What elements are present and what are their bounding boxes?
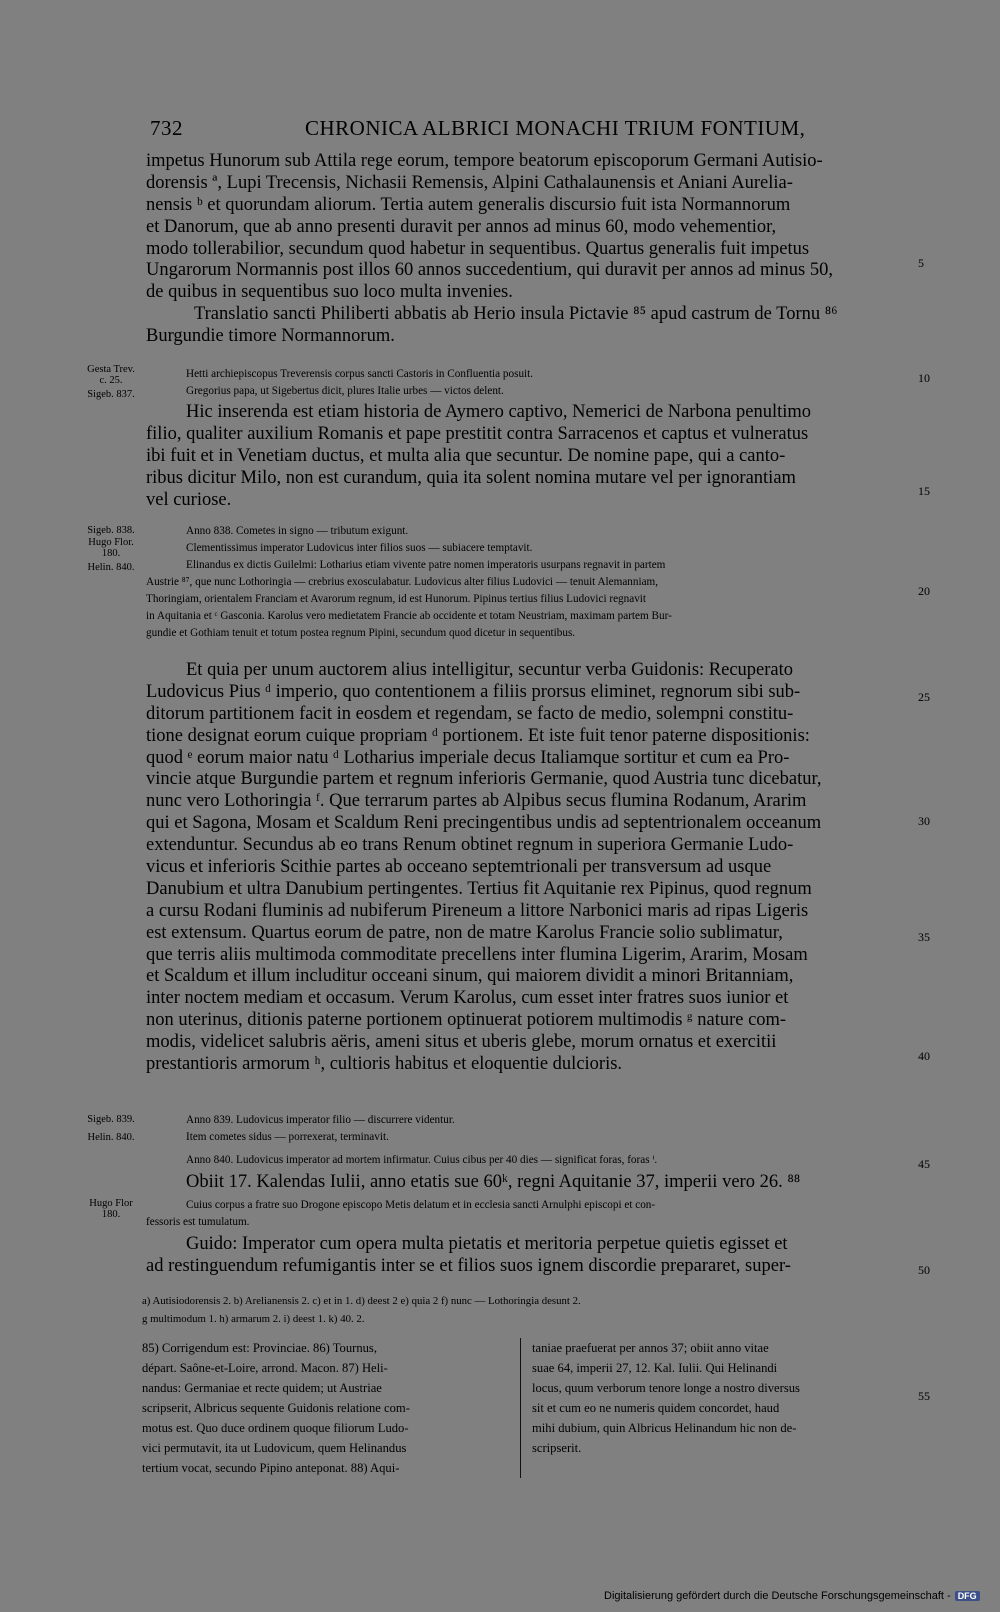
apparatus-line: g multimodum 1. h) armarum 2. i) deest 1. k) 40. 2. <box>142 1313 365 1325</box>
text-line: prestantioris armorum ʰ, cultioris habitus et eloquentie dulcioris. <box>146 1054 623 1075</box>
note-line: 85) Corrigendum est: Provinciae. 86) Tournus, <box>142 1341 377 1355</box>
dfg-logo: DFG <box>955 1591 980 1601</box>
main-text-block-4 <box>146 1234 914 1278</box>
line-number: 25 <box>918 690 930 704</box>
note-line: motus est. Quo duce ordinem quoque filiorum Ludo- <box>142 1421 409 1435</box>
note-line: tertium vocat, secundo Pipino anteponat. 88) Aqui- <box>142 1461 400 1475</box>
note-line: sit et cum eo ne numeris quidem concordet, haud <box>532 1401 780 1415</box>
obiit-line-block <box>146 1172 914 1194</box>
margin-reference: Gesta Trev. c. 25. <box>87 364 135 386</box>
line-number: 10 <box>918 371 930 385</box>
text-line: vel curiose. <box>146 489 232 510</box>
excerpt-block-4 <box>146 1197 914 1231</box>
note-line: scripserit. <box>532 1441 582 1455</box>
text-line: nensis ᵇ et quorundam aliorum. Tertia autem generalis discursio fuit ista Normannorum <box>146 194 791 215</box>
excerpt-block-3 <box>146 1112 914 1169</box>
line-number: 15 <box>918 484 930 498</box>
text-line: et Scaldum et illum includitur occeani sinum, qui maiorem dividit a minori Britanniam, <box>146 966 794 987</box>
text-line: qui et Sagona, Mosam et Scaldum Reni precingentibus undis ad septentrionalem occeanum <box>146 813 822 834</box>
notes-column-left <box>142 1338 410 1478</box>
line-number: 50 <box>918 1263 930 1277</box>
excerpt-line: Anno 840. Ludovicus imperator ad mortem infirmatur. Cuius cibus per 40 dies — significat foras, foras ⁱ. <box>186 1154 658 1166</box>
text-line: vicus et inferioris Scithie partes ab occeano septemtrionali per transversum ad usque <box>146 857 772 878</box>
text-line: ad restinguendum refumigantis inter se et filios suos ignem discordie prepararet, super- <box>146 1255 791 1276</box>
notes-column-right <box>532 1338 800 1458</box>
text-line: nunc vero Lothoringia ᶠ. Que terrarum partes ab Alpibus secus flumina Rodanum, Ararim <box>146 791 807 812</box>
text-line: extenduntur. Secundus ab eo trans Renum obtinet regnum in superiora Germanie Ludo- <box>146 835 794 856</box>
apparatus-line: a) Autisiodorensis 2. b) Arelianensis 2. c) et in 1. d) deest 2 e) quia 2 f) nunc — Lothoringia desunt 2. <box>142 1295 581 1307</box>
main-text-block-3 <box>146 660 914 1076</box>
margin-reference: Sigeb. 839. <box>87 1114 135 1125</box>
main-text-block-1 <box>146 151 914 348</box>
text-line: de quibus in sequentibus suo loco multa invenies. <box>146 282 513 303</box>
excerpt-block-2 <box>146 523 914 642</box>
text-line: ibi fuit et in Venetiam ductus, et multa alia que secuntur. De nomine pape, qui a canto- <box>146 445 786 466</box>
line-number: 30 <box>918 814 930 828</box>
text-line: que terris aliis multimoda commoditate precellens inter flumina Ligerim, Ararim, Mosam <box>146 944 808 965</box>
margin-reference: Sigeb. 838. <box>87 525 135 536</box>
margin-reference: Hugo Flor. 180. <box>88 537 134 559</box>
text-line: modis, videlicet salubris aëris, ameni situs et uberis glebe, morum ornatus et exercitii <box>146 1032 777 1053</box>
text-line: Obiit 17. Kalendas Iulii, anno etatis sue 60ᵏ, regni Aquitanie 37, imperii vero 26. ⁸⁸ <box>186 1172 801 1192</box>
column-divider <box>520 1338 521 1478</box>
note-line: mihi dubium, quin Albricus Helinandum hic non de- <box>532 1421 797 1435</box>
digitization-credit <box>604 1590 980 1602</box>
note-line: suae 64, imperii 27, 12. Kal. Iulii. Qui Helinandi <box>532 1361 778 1375</box>
excerpt-line: in Aquitania et ᶜ Gasconia. Karolus vero medietatem Francie ab occidente et totam Neustriam, maximam partem Bur- <box>146 610 672 622</box>
text-line: ribus dicitur Milo, non est curandum, quia ita solent nomina mutare vel per ignorantiam <box>146 467 796 488</box>
excerpt-line: Thoringiam, orientalem Franciam et Avarorum regnum, id est Hunorum. Pipinus tertius filius Ludovici regnavit <box>146 593 647 605</box>
text-line: Hic inserenda est etiam historia de Aymero captivo, Nemerici de Narbona penultimo <box>186 402 812 422</box>
margin-reference: Sigeb. 837. <box>87 389 135 400</box>
note-line: vici permutavit, ita ut Ludovicum, quem Helinandus <box>142 1441 407 1455</box>
text-line: dorensis ª, Lupi Trecensis, Nichasii Remensis, Alpini Cathalaunensis et Aniani Aurelia- <box>146 172 793 193</box>
text-line: Ungarorum Normannis post illos 60 annos succedentium, qui duravit per annos ad minus 50, <box>146 260 833 281</box>
running-title: CHRONICA ALBRICI MONACHI TRIUM FONTIUM, <box>305 116 806 140</box>
note-line: scripserit, Albricus sequente Guidonis relatione com- <box>142 1401 410 1415</box>
text-line: est extensum. Quartus eorum de patre, non de matre Karolus Francie solio sublimatur, <box>146 922 783 943</box>
text-line: quod ᵉ eorum maior natu ᵈ Lotharius imperiale decus Italiamque sortitur et cum ea Pro- <box>146 747 790 768</box>
text-line: Danubium et ultra Danubium pertingentes. Tertius fit Aquitanie rex Pipinus, quod regnum <box>146 878 812 899</box>
text-line: Guido: Imperator cum opera multa pietatis et meritoria perpetue quietis egisset et <box>186 1234 788 1254</box>
excerpt-line: Austrie ⁸⁷, que nunc Lothoringia — crebrius exosculabatur. Ludovicus alter filius Ludovici — tenuit Alemanniam, <box>146 576 659 588</box>
excerpt-line: fessoris est tumulatum. <box>146 1216 250 1228</box>
margin-reference: Hugo Flor 180. <box>89 1198 133 1220</box>
line-number: 45 <box>918 1157 930 1171</box>
credit-text: Digitalisierung gefördert durch die Deutsche Forschungsgemeinschaft - <box>604 1590 951 1602</box>
page-number: 732 <box>150 116 183 140</box>
excerpt-line: gundie et Gothiam tenuit et totum postea regnum Pipini, secundum quod dicetur in sequentibus. <box>146 627 576 639</box>
line-number: 55 <box>918 1389 930 1403</box>
line-number: 35 <box>918 930 930 944</box>
note-line: nandus: Germaniae et recte quidem; ut Austriae <box>142 1381 382 1395</box>
text-line: et Danorum, que ab anno presenti duravit per annos ad minus 60, modo vehementior, <box>146 216 777 237</box>
text-line: inter noctem mediam et occasum. Verum Karolus, cum esset inter fratres suos iunior et <box>146 988 789 1009</box>
text-line: tione designat eorum cuique propriam ᵈ portionem. Et iste fuit tenor paterne dispositionis: <box>146 725 810 746</box>
text-line: Translatio sancti Philiberti abbatis ab Herio insula Pictavie ⁸⁵ apud castrum de Tornu ⁸⁶ <box>194 304 838 325</box>
margin-reference: Helin. 840. <box>87 562 135 573</box>
excerpt-line: Anno 838. Cometes in signo — tributum exigunt. <box>186 525 409 537</box>
note-line: taniae praefuerat per annos 37; obiit anno vitae <box>532 1341 769 1355</box>
text-line: a cursu Rodani fluminis ad nubiferum Pireneum a littore Narbonici maris ad ripas Ligeris <box>146 900 809 921</box>
text-line: Burgundie timore Normannorum. <box>146 326 395 347</box>
excerpt-block-1 <box>146 366 914 400</box>
margin-reference: Helin. 840. <box>87 1132 135 1143</box>
excerpt-line: Gregorius papa, ut Sigebertus dicit, plures Italie urbes — victos delent. <box>186 385 504 397</box>
text-line: Ludovicus Pius ᵈ imperio, quo contentionem a filiis prorsus eliminet, regnorum sibi sub- <box>146 681 801 702</box>
excerpt-line: Item cometes sidus — porrexerat, terminavit. <box>186 1131 389 1143</box>
text-line: impetus Hunorum sub Attila rege eorum, tempore beatorum episcoporum Germani Autisio- <box>146 151 823 171</box>
line-number: 40 <box>918 1049 930 1063</box>
excerpt-line: Cuius corpus a fratre suo Drogone episcopo Metis delatum et in ecclesia sancti Arnulphi episcopi et con- <box>186 1199 656 1211</box>
excerpt-line: Anno 839. Ludovicus imperator filio — discurrere videntur. <box>186 1114 455 1126</box>
line-number: 20 <box>918 584 930 598</box>
text-line: filio, qualiter auxilium Romanis et pape prestitit contra Sarracenos et captus et vulneratus <box>146 423 809 444</box>
text-line: non uterinus, ditionis paterne portionem optinuerat potiorem multimodis ᵍ nature com- <box>146 1010 787 1031</box>
note-line: locus, quum verborum tenore longe a nostro diversus <box>532 1381 800 1395</box>
note-line: départ. Saône-et-Loire, arrond. Macon. 87) Heli- <box>142 1361 388 1375</box>
text-line: modo tollerabilior, secundum quod habetur in sequentibus. Quartus generalis fuit impetus <box>146 238 810 259</box>
text-line: ditorum partitionem facit in eosdem et regendam, se facto de medio, solempni constitu- <box>146 703 794 724</box>
text-line: vincie atque Burgundie partem et regnum inferioris Germanie, quod Austria tunc dicebatur, <box>146 769 822 790</box>
line-number: 5 <box>918 256 924 270</box>
text-line: Et quia per unum auctorem alius intelligitur, secuntur verba Guidonis: Recuperato <box>186 660 794 680</box>
main-text-block-2 <box>146 402 914 511</box>
excerpt-line: Clementissimus imperator Ludovicus inter filios suos — subiacere temptavit. <box>186 542 533 554</box>
excerpt-line: Hetti archiepiscopus Treverensis corpus sancti Castoris in Confluentia posuit. <box>186 368 534 380</box>
excerpt-line: Elinandus ex dictis Guilelmi: Lotharius etiam vivente patre nomen imperatoris usurpans regnavit in partem <box>186 559 666 571</box>
